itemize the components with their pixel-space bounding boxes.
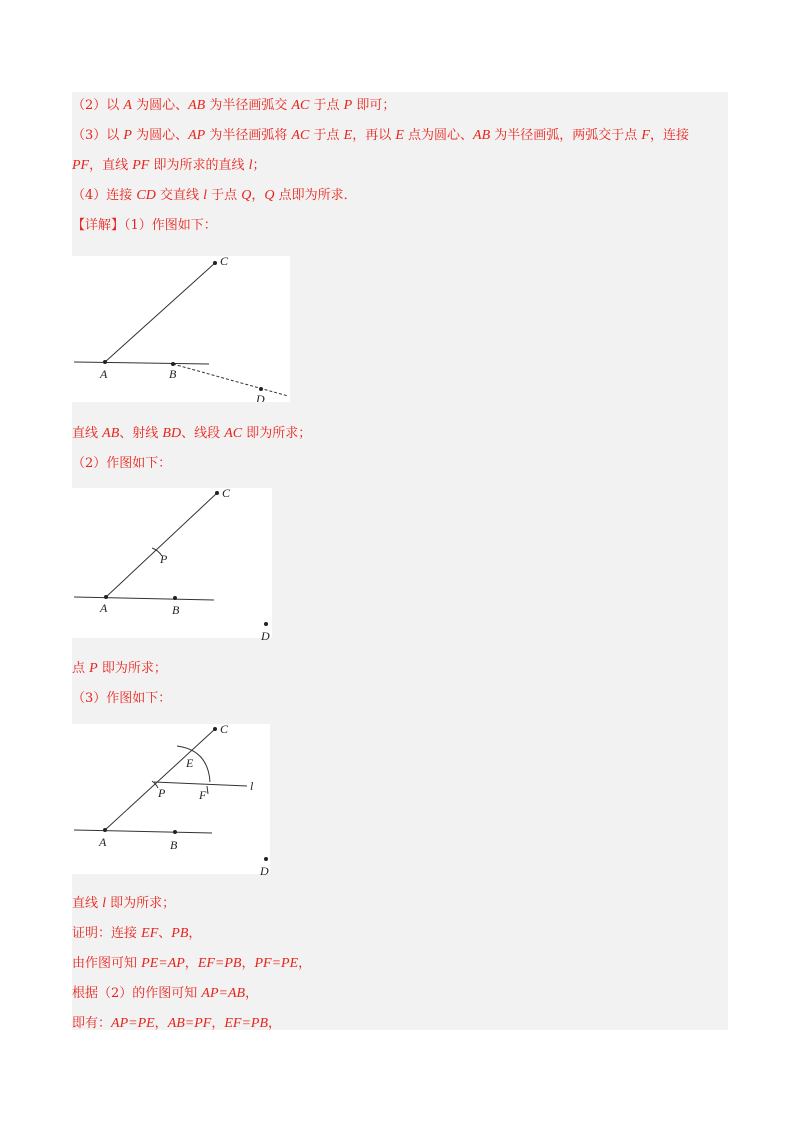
- point-c: [213, 261, 217, 265]
- arc-f: [207, 786, 208, 794]
- part-3-heading: （3）作图如下：: [72, 691, 172, 706]
- step-4-text: （4）连接 CD 交直线 l 于点 Q，Q 点即为所求．: [72, 188, 357, 203]
- label-b: B: [170, 838, 178, 852]
- label-f: F: [199, 788, 207, 802]
- label-p: P: [158, 786, 166, 800]
- proof-line-4: 即有：AP=PE，AB=PF，EF=PB，: [72, 1016, 282, 1031]
- label-b: B: [172, 603, 180, 617]
- figure-3-point-d: [256, 855, 276, 877]
- ray-bd: [173, 364, 288, 396]
- segment-ac: [105, 263, 215, 362]
- answer-1-text: 直线 AB、射线 BD、线段 AC 即为所求；: [72, 426, 312, 441]
- label-e: E: [186, 756, 194, 770]
- step-2-text: （2）以 A 为圆心、AB 为半径画弧交 AC 于点 P 即可；: [72, 98, 396, 113]
- label-c: C: [222, 488, 231, 500]
- point-a: [103, 360, 107, 364]
- line-ab: [74, 362, 209, 364]
- point-d: [259, 387, 263, 391]
- step-3-text-line-1: （3）以 P 为圆心、AP 为半径画弧将 AC 于点 E，再以 E 点为圆心、AB 为半径画弧，两弧交于点 F，连接: [72, 128, 689, 143]
- figure-1: [72, 256, 290, 402]
- point-a: [104, 595, 108, 599]
- label-c: C: [220, 256, 229, 268]
- label-a: A: [100, 601, 108, 615]
- answer-2-text: 点 P 即为所求；: [72, 661, 167, 676]
- line-ab: [74, 597, 214, 600]
- label-l: l: [250, 779, 254, 793]
- point-b: [173, 596, 177, 600]
- line-l: [154, 782, 247, 786]
- detail-heading: 【详解】（1）作图如下：: [72, 218, 217, 233]
- segment-ac: [106, 493, 217, 597]
- point-b: [173, 830, 177, 834]
- label-p: P: [160, 552, 168, 566]
- label-a: A: [99, 835, 107, 849]
- part-2-heading: （2）作图如下：: [72, 456, 172, 471]
- figure-2-point-d: [258, 620, 278, 642]
- point-a: [103, 828, 107, 832]
- figure-2: [72, 488, 272, 638]
- proof-line-1: 证明：连接 EF、PB，: [72, 926, 202, 941]
- point-c: [213, 727, 217, 731]
- figure-3: [72, 724, 270, 874]
- segment-ac: [105, 729, 215, 830]
- step-3-text-line-2: PF，直线 PF 即为所求的直线 l；: [72, 158, 266, 173]
- point-c: [215, 491, 219, 495]
- line-ab: [74, 830, 212, 833]
- label-c: C: [220, 724, 229, 736]
- answer-3-text: 直线 l 即为所求；: [72, 896, 176, 911]
- proof-line-2: 由作图可知 PE=AP，EF=PB，PF=PE，: [72, 956, 312, 971]
- point-b: [171, 362, 175, 366]
- proof-line-3: 根据（2）的作图可知 AP=AB，: [72, 986, 259, 1001]
- label-d: D: [261, 629, 270, 642]
- label-b: B: [169, 367, 177, 381]
- label-d: D: [256, 392, 265, 402]
- label-d: D: [260, 864, 269, 877]
- arc-e: [177, 746, 210, 782]
- label-a: A: [100, 367, 108, 381]
